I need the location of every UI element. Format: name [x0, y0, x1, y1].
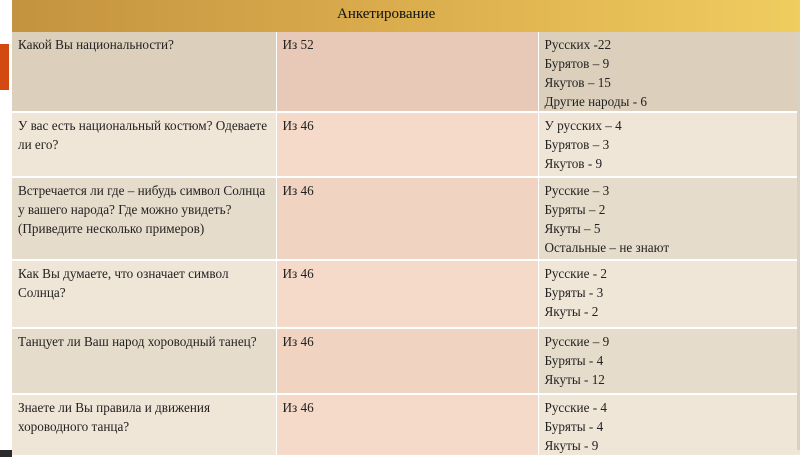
header-band — [12, 0, 800, 32]
answers-cell — [538, 32, 800, 112]
count-cell — [276, 177, 538, 260]
count-cell — [276, 32, 538, 112]
table-row — [12, 177, 800, 260]
survey-table — [12, 32, 800, 457]
answer-line: Бурятов – 9 — [544, 56, 610, 71]
answers-cell — [538, 177, 800, 260]
answer-line: Якутов - 9 — [544, 156, 603, 171]
answer-line: Якуты - 9 — [544, 438, 599, 453]
question-text: У вас есть национальный костюм? Одеваете ли его? — [18, 118, 268, 152]
answer-line: Якуты - 12 — [544, 372, 605, 387]
question-text: Знаете ли Вы правила и движения хороводного танца? — [18, 400, 211, 434]
answer-line: Буряты - 4 — [544, 419, 604, 434]
answer-line: Русские - 2 — [544, 266, 608, 281]
answer-line: Бурятов – 3 — [544, 137, 610, 152]
answer-line: Другие народы - 6 — [544, 94, 647, 109]
answer-line: Остальные – не знают — [544, 240, 670, 255]
table-row — [12, 112, 800, 177]
count-text: Из 46 — [282, 118, 314, 133]
answer-line: Буряты – 2 — [544, 202, 606, 217]
answers-cell — [538, 328, 800, 394]
question-cell — [12, 260, 276, 328]
count-cell — [276, 328, 538, 394]
answer-line: Буряты - 4 — [544, 353, 604, 368]
table-row — [12, 32, 800, 112]
table-row — [12, 394, 800, 456]
question-text: Какой Вы национальности? — [18, 37, 174, 52]
answer-line: У русских – 4 — [544, 118, 622, 133]
answer-line: Русские – 3 — [544, 183, 610, 198]
answer-line: Якуты – 5 — [544, 221, 601, 236]
table-row — [12, 260, 800, 328]
count-text: Из 46 — [282, 400, 314, 415]
count-cell — [276, 112, 538, 177]
answers-cell — [538, 394, 800, 456]
count-text: Из 52 — [282, 37, 314, 52]
answer-line: Русские – 9 — [544, 334, 610, 349]
question-text: Как Вы думаете, что означает символ Солнца? — [18, 266, 229, 300]
answer-line: Русских -22 — [544, 37, 612, 52]
question-cell — [12, 112, 276, 177]
count-text: Из 46 — [282, 334, 314, 349]
answer-line: Якутов – 15 — [544, 75, 611, 90]
answers-cell — [538, 260, 800, 328]
count-text: Из 46 — [282, 266, 314, 281]
slide-title: Анкетирование — [337, 6, 436, 22]
table-row — [12, 328, 800, 394]
answers-cell — [538, 112, 800, 177]
answer-line: Русские - 4 — [544, 400, 608, 415]
count-cell — [276, 394, 538, 456]
question-text: Танцует ли Ваш народ хороводный танец? — [18, 334, 257, 349]
count-cell — [276, 260, 538, 328]
question-cell — [12, 394, 276, 456]
question-cell — [12, 328, 276, 394]
question-text: Встречается ли где – нибудь символ Солнца у вашего народа? Где можно увидеть? (Приведите несколько примеров) — [18, 183, 266, 236]
question-cell — [12, 177, 276, 260]
left-accent-bar — [0, 44, 9, 90]
question-cell — [12, 32, 276, 112]
count-text: Из 46 — [282, 183, 314, 198]
answer-line: Якуты - 2 — [544, 304, 599, 319]
answer-line: Буряты - 3 — [544, 285, 604, 300]
